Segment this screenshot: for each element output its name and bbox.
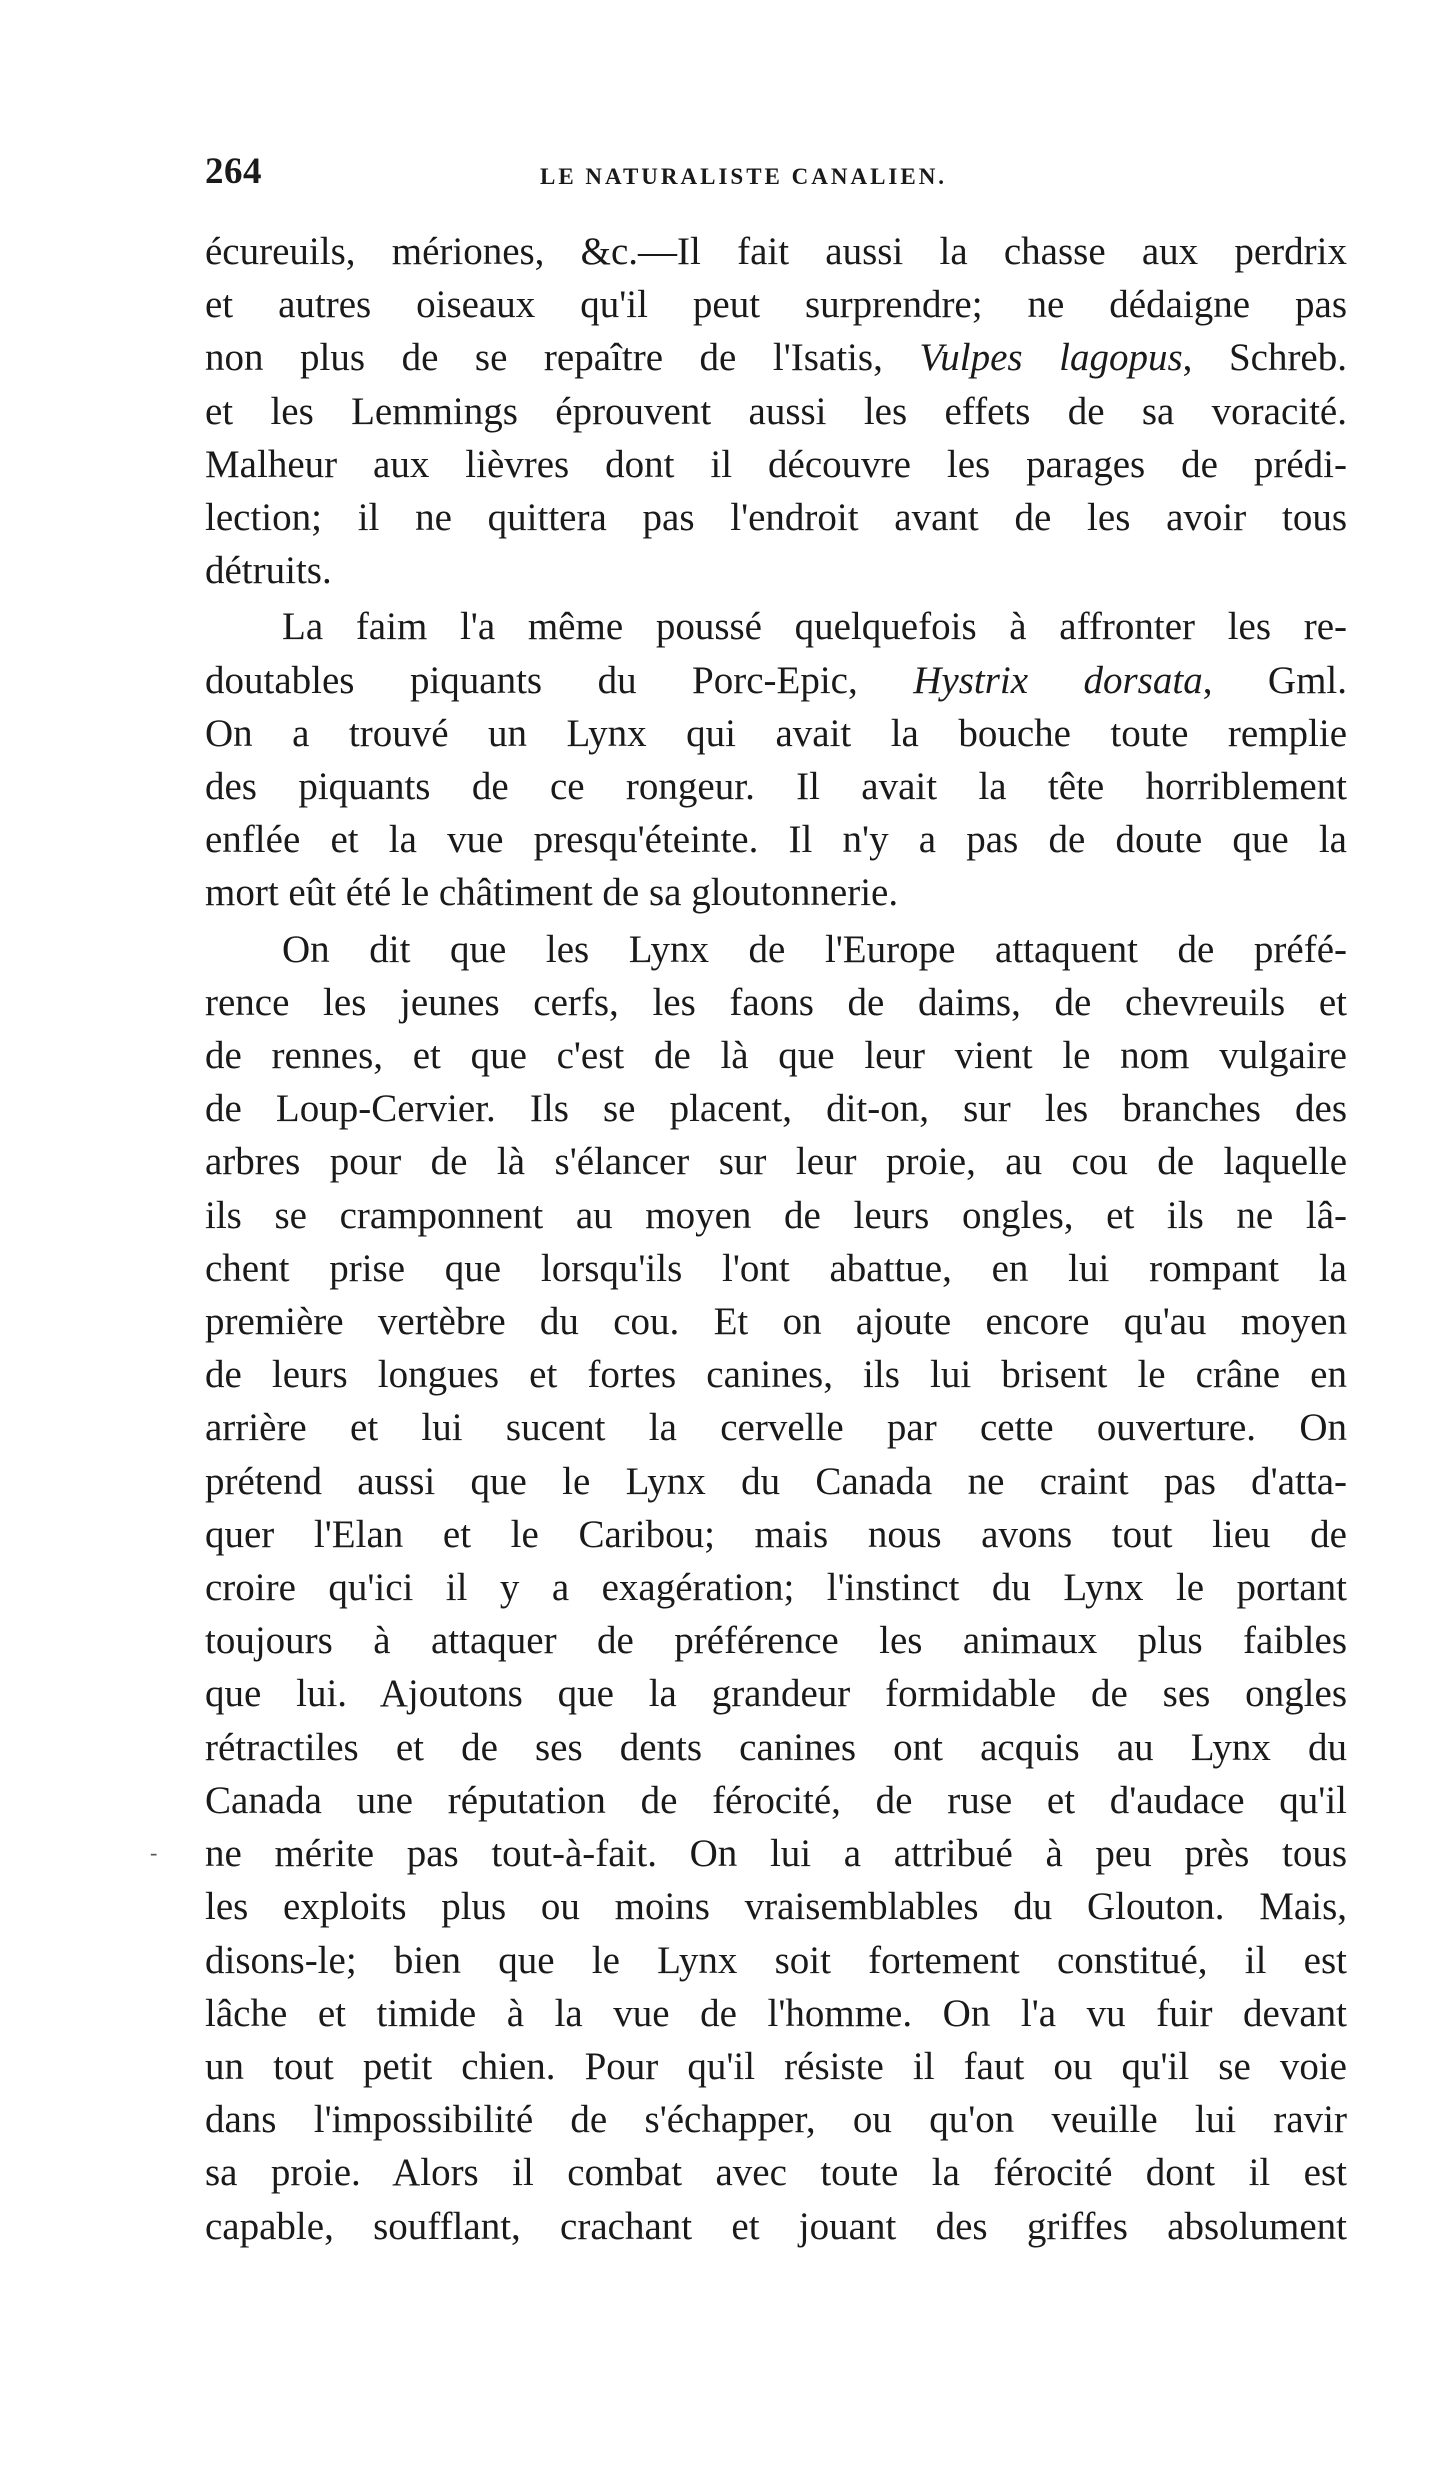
latin-name: Vulpes lagopus [919, 336, 1183, 380]
text-line: arbres pour de là s'élancer sur leur proie, au cou de laquelle [205, 1140, 1347, 1184]
paragraph [205, 225, 1347, 597]
text-line: capable, soufflant, crachant et jouant des griffes absolument [205, 2204, 1347, 2248]
text-line: des piquants de ce rongeur. Il avait la tête horriblement [205, 765, 1347, 809]
text-line: arrière et lui sucent la cervelle par cette ouverture. On [205, 1406, 1347, 1450]
text-line: détruits. [205, 549, 332, 593]
text-line: écureuils, mériones, &c.—Il fait aussi la chasse aux perdrix [205, 230, 1347, 273]
page-header [205, 150, 1355, 210]
text-line: lâche et timide à la vue de l'homme. On l'a vu fuir devant [205, 1991, 1347, 2035]
text-line: non plus de se repaître de l'Isatis, Vulpes lagopus, Schreb. [205, 336, 1347, 380]
running-title: LE NATURALISTE CANALIEN. [540, 164, 948, 189]
text-line: doutables piquants du Porc-Epic, Hystrix dorsata, Gml. [205, 658, 1348, 702]
body-text [205, 225, 1347, 2256]
text-line: que lui. Ajoutons que la grandeur formidable de ses ongles [205, 1672, 1347, 1716]
text-line: Canada une réputation de férocité, de ruse et d'audace qu'il [205, 1778, 1347, 1822]
text-line: ne mérite pas tout-à-fait. On lui a attribué à peu près tous [205, 1832, 1347, 1876]
text-line: un tout petit chien. Pour qu'il résiste il faut ou qu'il se voie [205, 2044, 1347, 2088]
text-line: On a trouvé un Lynx qui avait la bouche toute remplie [205, 711, 1347, 755]
text-line: première vertèbre du cou. Et on ajoute encore qu'au moyen [205, 1300, 1347, 1344]
text-line: Malheur aux lièvres dont il découvre les parages de prédi- [205, 442, 1347, 486]
text-line: prétend aussi que le Lynx du Canada ne craint pas d'atta- [205, 1459, 1347, 1503]
paragraph [205, 923, 1347, 2253]
latin-name: Hystrix dorsata [913, 658, 1203, 702]
text-line: sa proie. Alors il combat avec toute la férocité dont il est [205, 2151, 1347, 2195]
text-line: et les Lemmings éprouvent aussi les effets de sa voracité. [205, 389, 1347, 433]
text-line: de Loup-Cervier. Ils se placent, dit-on, sur les branches des [205, 1087, 1347, 1131]
text-line: et autres oiseaux qu'il peut surprendre; ne dédaigne pas [205, 283, 1347, 327]
text-line: La faim l'a même poussé quelquefois à affronter les re- [282, 605, 1347, 649]
page-number: 264 [205, 151, 262, 192]
text-line: toujours à attaquer de préférence les animaux plus faibles [205, 1619, 1347, 1663]
text-line: de rennes, et que c'est de là que leur vient le nom vulgaire [205, 1034, 1347, 1078]
text-line: enflée et la vue presqu'éteinte. Il n'y a pas de doute que la [205, 818, 1347, 862]
text-line: lection; il ne quittera pas l'endroit avant de les avoir tous [205, 496, 1347, 540]
text-line: mort eût été le châtiment de sa gloutonnerie. [205, 871, 899, 915]
margin-mark: - [150, 1840, 158, 1865]
text-line: dans l'impossibilité de s'échapper, ou qu'on veuille lui ravir [205, 2098, 1347, 2142]
text-line: quer l'Elan et le Caribou; mais nous avons tout lieu de [205, 1512, 1347, 1556]
text-line: On dit que les Lynx de l'Europe attaquent de préfé- [282, 927, 1347, 971]
text-line: chent prise que lorsqu'ils l'ont abattue, en lui rompant la [205, 1246, 1347, 1290]
text-line: les exploits plus ou moins vraisemblables du Glouton. Mais, [205, 1885, 1347, 1929]
text-line: rence les jeunes cerfs, les faons de daims, de chevreuils et [205, 980, 1347, 1024]
text-line: croire qu'ici il y a exagération; l'instinct du Lynx le portant [205, 1566, 1347, 1610]
text-line: disons-le; bien que le Lynx soit fortement constitué, il est [205, 1938, 1347, 1982]
text-line: ils se cramponnent au moyen de leurs ongles, et ils ne lâ- [205, 1193, 1347, 1237]
text-line: de leurs longues et fortes canines, ils lui brisent le crâne en [205, 1353, 1347, 1397]
paragraph [205, 600, 1347, 919]
text-line: rétractiles et de ses dents canines ont acquis au Lynx du [205, 1725, 1347, 1769]
